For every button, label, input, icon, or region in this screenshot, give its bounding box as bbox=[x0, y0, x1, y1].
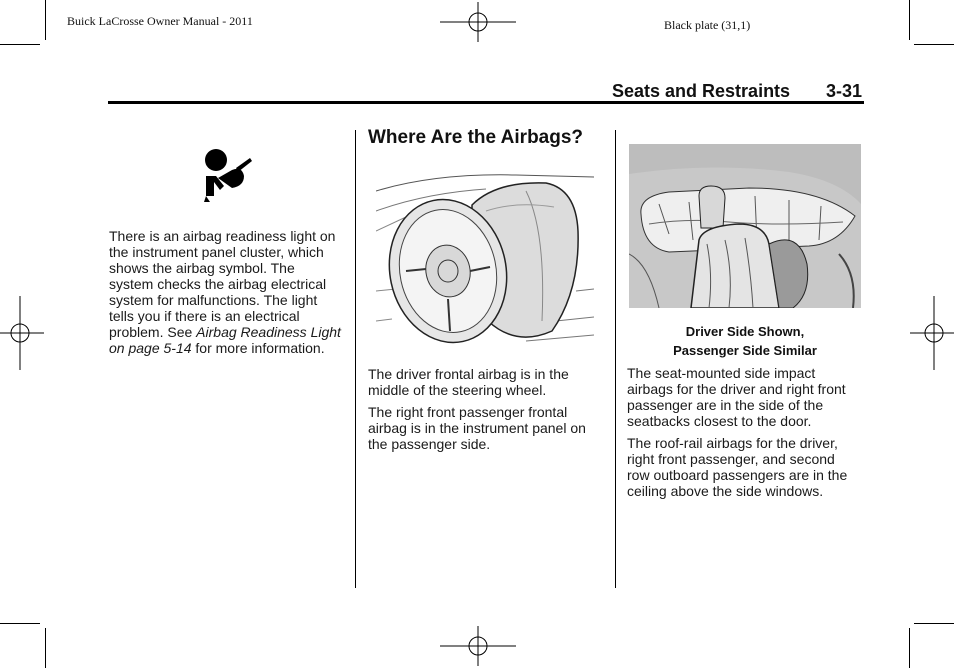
readiness-light-paragraph bbox=[109, 228, 341, 356]
crop-mark bbox=[909, 628, 910, 668]
crop-mark bbox=[45, 628, 46, 668]
driver-airbag-paragraph: The driver frontal airbag is in the middle of the steering wheel. bbox=[368, 366, 569, 398]
paragraph-text: There is an airbag readiness light on the instrument panel cluster, which shows the airbag symbol. The system checks the airbag electrical system for malfunctions. The light tells you if there is an electrical problem. See bbox=[109, 228, 336, 340]
crop-mark bbox=[914, 623, 954, 624]
passenger-airbag-paragraph: The right front passenger frontal airbag is in the instrument panel on the passenger side. bbox=[368, 404, 586, 452]
section-heading: Where Are the Airbags? bbox=[368, 127, 584, 148]
side-impact-airbag-paragraph: The seat-mounted side impact airbags for the driver and right front passenger are in the side of the seatbacks closest to the door. bbox=[627, 365, 846, 429]
registration-mark-icon bbox=[910, 296, 954, 370]
registration-mark-icon bbox=[0, 296, 44, 370]
crop-mark bbox=[45, 0, 46, 40]
paragraph-text: for more information. bbox=[191, 340, 325, 356]
side-airbag-illustration bbox=[629, 144, 861, 308]
crop-mark bbox=[909, 0, 910, 40]
steering-wheel-airbag-illustration bbox=[376, 171, 594, 353]
caption-line: Passenger Side Similar bbox=[673, 343, 817, 358]
section-title: Seats and Restraints bbox=[612, 81, 791, 101]
crop-mark bbox=[0, 44, 40, 45]
caption-line: Driver Side Shown, bbox=[685, 324, 805, 339]
col3-text bbox=[627, 365, 861, 505]
col2-text bbox=[368, 366, 600, 458]
cross-reference-link[interactable]: Airbag Readiness Light on page 5-14 bbox=[109, 324, 341, 356]
registration-mark-icon bbox=[440, 626, 516, 666]
crop-mark bbox=[0, 623, 40, 624]
page-number: 3-31 bbox=[826, 81, 863, 101]
print-meta-right: Black plate (31,1) bbox=[664, 18, 751, 32]
header-rule bbox=[108, 101, 864, 104]
figure-caption bbox=[629, 322, 861, 360]
crop-mark bbox=[914, 44, 954, 45]
column-divider bbox=[615, 130, 616, 588]
print-meta-left: Buick LaCrosse Owner Manual - 2011 bbox=[67, 14, 253, 28]
column-divider bbox=[355, 130, 356, 588]
airbag-readiness-icon bbox=[200, 146, 256, 202]
registration-mark-icon bbox=[440, 2, 516, 42]
roof-rail-airbag-paragraph: The roof-rail airbags for the driver, right front passenger, and second row outboard passengers are in the ceiling above the side windows. bbox=[627, 435, 848, 499]
